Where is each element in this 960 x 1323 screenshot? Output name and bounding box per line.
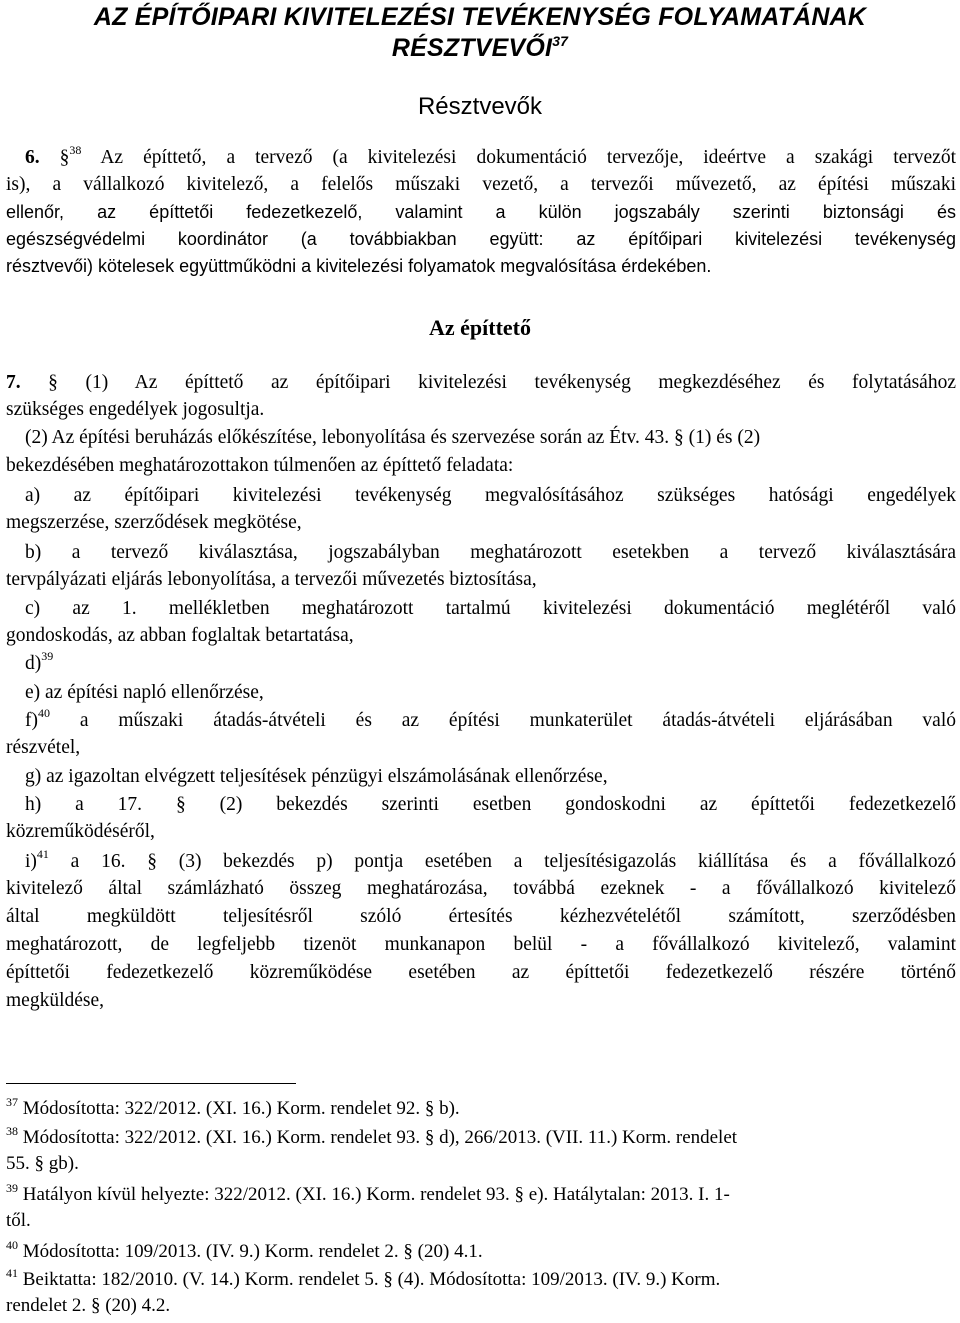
- footnote-40: $^{40}$ Módosította: 109/2013. (IV. 9.) Korm. rendelet 2. § (20) 4.1.: [6, 1238, 483, 1262]
- item-f-line1: f)$^{40}$ a műszaki átadás-átvételi és az építési munkaterület átadás-átvételi eljárásában való: [25, 706, 956, 731]
- item-i-line1: i)$^{41}$ a 16. § (3) bekezdés p) pontja esetében a teljesítésigazolás kiállítása és a fővállalkozó: [25, 847, 957, 872]
- item-h-line1: h) a 17. § (2) bekezdés szerinti esetben gondoskodni az építtetői fedezetkezelő: [25, 794, 957, 815]
- item-g: g) az igazoltan elvégzett teljesítések pénzügyi elszámolásának ellenőrzése,: [25, 766, 608, 787]
- para6-line4: egészségvédelmi koordinátor (a továbbiakban együtt: az építőipari kivitelezési tevékenység: [6, 229, 956, 249]
- item-d: d)$^{39}$: [25, 649, 54, 674]
- item-c-line2: gondoskodás, az abban foglaltak betartatása,: [6, 625, 354, 646]
- item-f-line2: részvétel,: [6, 737, 81, 758]
- para7-line2: szükséges engedélyek jogosultja.: [6, 399, 265, 420]
- item-b-line1: b) a tervező kiválasztása, jogszabályban meghatározott esetekben a tervező kiválasztására: [25, 542, 956, 563]
- item-c-line1: c) az 1. mellékletben meghatározott tartalmú kivitelezési dokumentáció meglétéről való: [25, 598, 956, 619]
- footnote-38-cont: 55. § gb).: [6, 1153, 79, 1174]
- section-heading: Résztvevők: [417, 93, 543, 120]
- footnote-37: $^{37}$ Módosította: 322/2012. (XI. 16.) Korm. rendelet 92. § b).: [6, 1095, 460, 1119]
- para7-line1: 7. § (1) Az építtető az építőipari kivitelezési tevékenység megkezdéséhez és folytatásához: [6, 372, 956, 393]
- para6-line2: is), a vállalkozó kivitelező, a felelős műszaki vezető, a tervezői művezető, az építési műszaki: [6, 174, 956, 195]
- footnote-divider: [6, 1083, 296, 1084]
- item-e: e) az építési napló ellenőrzése,: [25, 682, 264, 703]
- footnote-ref: 37: [552, 33, 569, 49]
- footnote-38: $^{38}$ Módosította: 322/2012. (XI. 16.) Korm. rendelet 93. § d), 266/2013. (VII. 11.) Korm. rendelet: [6, 1124, 738, 1148]
- para6-line5: résztvevői) kötelesek együttműködni a kivitelezési folyamatok megvalósítása érdekében.: [6, 256, 712, 276]
- footnote-39: $^{39}$ Hatályon kívül helyezte: 322/2012. (XI. 16.) Korm. rendelet 93. § e). Hatálytalan: 2013. I. 1-: [6, 1181, 730, 1205]
- item-a-line2: megszerzése, szerződések megkötése,: [6, 512, 302, 533]
- item-i-line6: megküldése,: [6, 990, 105, 1011]
- item-a-line1: a) az építőipari kivitelezési tevékenység megvalósításához szükséges hatósági engedélyek: [25, 485, 956, 506]
- para7-sub2-line2: bekezdésében meghatározottakon túlmenően az építtető feladata:: [6, 455, 514, 476]
- subheading: Az építtető: [428, 315, 531, 340]
- item-i-line3: által megküldött teljesítésről szóló értesítés kézhezvételétől számított, szerződésben: [6, 906, 956, 927]
- item-i-line5: építtetői fedezetkezelő közreműködése esetében az építtetői fedezetkezelő részére történő: [6, 962, 956, 983]
- para6-line3: ellenőr, az építtetői fedezetkezelő, valamint a külön jogszabály szerinti biztonsági és: [6, 202, 956, 222]
- para6-line1: 6. §$^{38}$ Az építtető, a tervező (a kivitelezési dokumentáció tervezője, ideértve a szakági tervezőt: [25, 143, 956, 168]
- document-title-line1: AZ ÉPÍTŐIPARI KIVITELEZÉSI TEVÉKENYSÉG FOLYAMATÁNAK: [93, 3, 867, 31]
- footnote-41-cont: rendelet 2. § (20) 4.2.: [6, 1295, 171, 1316]
- para7-sub2-line1: (2) Az építési beruházás előkészítése, lebonyolítása és szervezése során az Étv. 43. § (1) és (2): [25, 427, 761, 448]
- item-h-line2: közreműködéséről,: [6, 821, 155, 842]
- footnote-41: $^{41}$ Beiktatta: 182/2010. (V. 14.) Korm. rendelet 5. § (4). Módosította: 109/2013. (IV. 9.) Korm.: [6, 1266, 721, 1290]
- document-title-line2: RÉSZTVEVŐI$^{37}$: [391, 33, 569, 62]
- footnote-39-cont: től.: [6, 1210, 31, 1231]
- item-i-line2: kivitelező által számlázható összeg meghatározása, továbbá ezeknek - a fővállalkozó kivitelező: [6, 878, 956, 899]
- item-i-line4: meghatározott, de legfeljebb tizenöt munkanapon belül - a fővállalkozó kivitelező, valamint: [6, 934, 956, 955]
- item-b-line2: tervpályázati eljárás lebonyolítása, a tervezői művezetés biztosítása,: [6, 569, 537, 590]
